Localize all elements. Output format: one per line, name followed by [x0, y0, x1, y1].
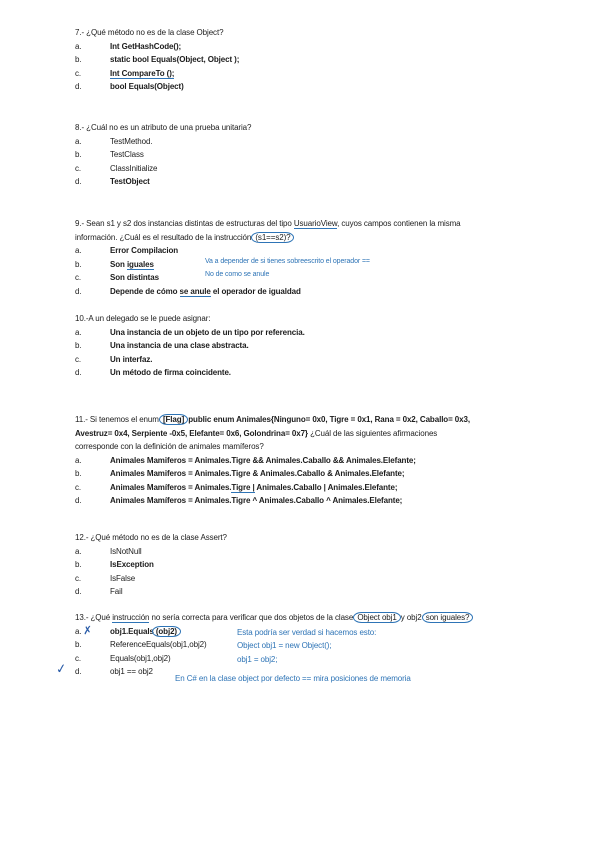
- question-9-title-line-2: [75, 231, 581, 245]
- question-11-option-d: [75, 494, 581, 508]
- blue-circle-annotation: (s1==s2)?: [251, 232, 294, 243]
- option-letter: d.: [75, 667, 82, 677]
- option-text: TestClass: [110, 150, 144, 160]
- question-11: [75, 413, 581, 508]
- option-text: obj1 == obj2: [110, 667, 153, 677]
- question-text: información. ¿Cuál es el resultado de la instrucción: [75, 232, 254, 242]
- blue-circle-annotation: son iguales?: [422, 612, 474, 623]
- option-letter: d.: [75, 286, 82, 296]
- blue-underline-annotation: Int CompareTo ();: [110, 68, 175, 78]
- option-letter: a.: [75, 327, 82, 337]
- question-11-title-line-2: [75, 427, 581, 441]
- question-8-option-a: [75, 135, 581, 149]
- option-letter: b.: [75, 560, 82, 570]
- question-9-option-d: [75, 285, 581, 299]
- question-text: 12.- ¿Qué método no es de la clase Assert?: [75, 533, 227, 542]
- question-11-option-a: [75, 454, 581, 468]
- question-12-title: [75, 531, 581, 545]
- question-7-option-c: [75, 67, 581, 81]
- question-7-option-b: [75, 53, 581, 67]
- option-letter: d.: [75, 82, 82, 92]
- question-8: [75, 121, 581, 189]
- question-text: 9.- Sean s1 y s2 dos instancias distintas de estructuras del tipo: [75, 219, 294, 228]
- option-text: [110, 625, 179, 639]
- option-text: TestObject: [110, 177, 150, 187]
- option-letter: b.: [75, 55, 82, 65]
- option-letter: c.: [75, 653, 82, 663]
- margin-note-line: Object obj1 = new Object();: [237, 641, 332, 651]
- margin-note-q13-bottom: En C# en la clase object por defecto == mira posiciones de memoria: [175, 674, 411, 683]
- blue-underline-annotation: UsuarioView: [293, 219, 338, 228]
- question-code: public enum Animales{Ninguno= 0x0, Tigre = 0x1, Rana = 0x2, Caballo= 0x3,: [186, 415, 470, 424]
- question-12-option-b: [75, 558, 581, 572]
- option-text: Error Compilacion: [110, 246, 179, 255]
- option-text: [110, 481, 397, 495]
- option-letter: b.: [75, 640, 82, 650]
- option-text-segment: Son: [110, 259, 127, 269]
- option-letter: d.: [75, 587, 82, 597]
- option-text-segment: Animales Mamíferos = Animales.: [110, 482, 232, 492]
- option-letter: b.: [75, 259, 82, 269]
- option-letter: a.: [75, 626, 82, 636]
- option-text: IsException: [110, 560, 154, 570]
- option-letter: a.: [75, 41, 82, 51]
- question-10-option-c: [75, 353, 581, 367]
- option-letter: c.: [75, 163, 82, 173]
- margin-note-line: No de como se anule: [205, 270, 270, 278]
- option-letter: c.: [75, 573, 82, 583]
- question-10: [75, 312, 581, 380]
- option-text: ClassInitialize: [110, 163, 158, 173]
- question-10-title: [75, 312, 581, 326]
- option-text: Animales Mamiferos = Animales.Tigre & Animales.Caballo & Animales.Elefante;: [110, 469, 405, 479]
- option-letter: a.: [75, 136, 82, 146]
- question-text: 11.- Si tenemos el enum: [75, 415, 161, 424]
- option-text: static bool Equals(Object, Object );: [110, 55, 240, 65]
- option-text-segment: Depende de cómo: [110, 286, 180, 296]
- question-12-option-a: [75, 545, 581, 559]
- option-text: IsNotNull: [110, 546, 142, 556]
- question-text: no sería correcta para verificar que dos objetos de la clase: [149, 613, 356, 622]
- option-text: Una instancia de un objeto de un tipo por referencia.: [110, 327, 305, 337]
- option-text: Equals(obj1,obj2): [110, 653, 171, 663]
- question-10-option-b: [75, 339, 581, 353]
- blue-underline-annotation: Tigre |: [231, 482, 255, 492]
- blue-underline-annotation: se anule: [179, 286, 211, 296]
- question-text: y obj2: [398, 613, 424, 622]
- option-text: Un interfaz.: [110, 354, 153, 364]
- question-text: 7.- ¿Qué método no es de la clase Object?: [75, 28, 224, 37]
- option-letter: d.: [75, 368, 82, 378]
- question-11-option-c: [75, 481, 581, 495]
- blue-circle-annotation: (obj2): [152, 626, 181, 637]
- option-letter: a.: [75, 546, 82, 556]
- option-text: Un método de firma coincidente.: [110, 368, 231, 378]
- option-letter: c.: [75, 354, 82, 364]
- margin-note-line: Esta podría ser verdad si hacemos esto:: [237, 628, 377, 637]
- blue-circle-annotation: [Flag]: [159, 414, 188, 425]
- question-8-option-d: [75, 175, 581, 189]
- margin-note-q13: [237, 626, 376, 666]
- question-text: 8.- ¿Cuál no es un atributo de una prueba unitaria?: [75, 123, 252, 132]
- question-11-title-line-3: [75, 440, 581, 454]
- margin-note-line: obj1 = obj2;: [237, 654, 278, 664]
- question-7-option-a: [75, 40, 581, 54]
- option-text: [110, 258, 154, 272]
- margin-note-line: Va a depender de si tienes sobreescrito el operador ==: [205, 258, 370, 265]
- question-8-title: [75, 121, 581, 135]
- option-text-segment: obj1.Equals: [110, 626, 154, 636]
- option-letter: b.: [75, 341, 82, 351]
- question-11-option-b: [75, 467, 581, 481]
- question-text: corresponde con la definición de animales mamíferos?: [75, 442, 264, 451]
- option-text: Int GetHashCode();: [110, 41, 182, 51]
- check-mark-icon: ✓: [55, 661, 68, 678]
- option-letter: c.: [75, 68, 82, 78]
- option-text: bool Equals(Object): [110, 82, 184, 92]
- blue-circle-annotation: Object obj1: [353, 612, 400, 623]
- option-text: Animales Mamiferos = Animales.Tigre && Animales.Caballo && Animales.Elefante;: [110, 455, 416, 465]
- option-letter: b.: [75, 150, 82, 160]
- question-text: 10.-A un delegado se le puede asignar:: [75, 314, 211, 323]
- option-letter: b.: [75, 469, 82, 479]
- question-10-option-a: [75, 326, 581, 340]
- option-letter: d.: [75, 177, 82, 187]
- option-letter: c.: [75, 482, 82, 492]
- option-letter: a.: [75, 246, 82, 255]
- question-7-title: [75, 26, 581, 40]
- question-text: 13.- ¿Qué: [75, 613, 113, 622]
- question-12-option-c: [75, 572, 581, 586]
- option-text: IsFalse: [110, 573, 136, 583]
- option-letter: a.: [75, 455, 82, 465]
- option-text: Son distintas: [110, 273, 159, 283]
- question-11-title-line-1: [75, 413, 581, 427]
- blue-underline-annotation: iguales: [126, 259, 154, 269]
- option-text-segment: el operador de igualdad: [210, 286, 301, 296]
- option-text: Animales Mamíferos = Animales.Tigre ^ Animales.Caballo ^ Animales.Elefante;: [110, 496, 403, 506]
- blue-underline-annotation: instrucción: [112, 613, 150, 622]
- option-text: ReferenceEquals(obj1,obj2): [110, 640, 207, 650]
- question-13-title: [75, 611, 581, 625]
- option-letter: c.: [75, 273, 82, 283]
- x-mark-icon: ✗: [82, 623, 93, 638]
- margin-note-q9: [205, 256, 370, 281]
- question-12: [75, 531, 581, 599]
- question-code: Avestruz= 0x4, Serpiente -0x5, Elefante= 0x6, Golondrina= 0x7}: [75, 428, 308, 438]
- question-8-option-c: [75, 162, 581, 176]
- option-text: TestMethod.: [110, 136, 153, 146]
- option-text: [110, 67, 174, 81]
- question-text: ¿Cuál de las siguientes afirmaciones: [307, 428, 438, 438]
- option-text-segment: Animales.Caballo | Animales.Elefante;: [254, 482, 398, 492]
- question-12-option-d: [75, 585, 581, 599]
- question-9-title-line-1: [75, 217, 581, 231]
- question-8-option-b: [75, 148, 581, 162]
- option-text: [110, 285, 301, 299]
- option-letter: d.: [75, 496, 82, 506]
- option-text: Una instancia de una clase abstracta.: [110, 341, 249, 351]
- question-text: , cuyos campos contienen la misma: [337, 219, 461, 228]
- option-text: Fail: [110, 587, 123, 597]
- question-7-option-d: [75, 80, 581, 94]
- question-7: [75, 26, 581, 94]
- question-10-option-d: [75, 366, 581, 380]
